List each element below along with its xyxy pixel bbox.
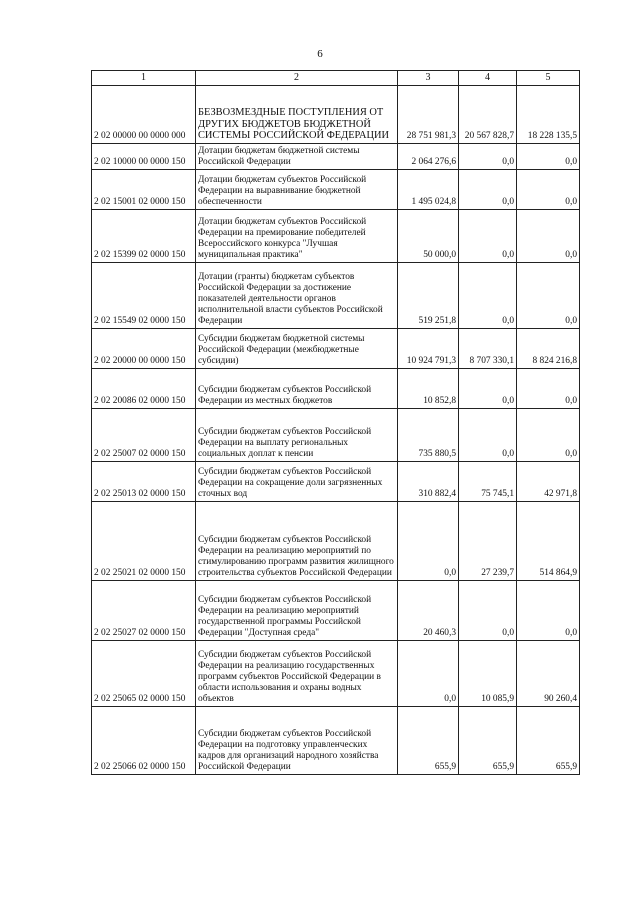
revenue-code-cell: 2 02 10000 00 0000 150: [92, 143, 196, 169]
revenue-code-cell: 2 02 15549 02 0000 150: [92, 262, 196, 328]
revenue-name-cell: Субсидии бюджетам субъектов Российской Федерации на подготовку управленческих кадров для организаций народного хозяйства Российской Федерации: [196, 706, 398, 774]
amount-cell-col4: 0,0: [459, 169, 517, 209]
amount-cell-col4: 0,0: [459, 368, 517, 408]
table-row: [92, 580, 580, 640]
revenue-code-cell: 2 02 20086 02 0000 150: [92, 368, 196, 408]
revenue-name-cell: Субсидии бюджетам бюджетной системы Российской Федерации (межбюджетные субсидии): [196, 328, 398, 368]
table-row: [92, 169, 580, 209]
revenue-name-cell: Дотации бюджетам субъектов Российской Федерации на выравнивание бюджетной обеспеченности: [196, 169, 398, 209]
amount-cell-col4: 20 567 828,7: [459, 85, 517, 143]
table-row: [92, 209, 580, 262]
revenue-name-cell: БЕЗВОЗМЕЗДНЫЕ ПОСТУПЛЕНИЯ ОТ ДРУГИХ БЮДЖЕТОВ БЮДЖЕТНОЙ СИСТЕМЫ РОССИЙСКОЙ ФЕДЕРАЦИИ: [196, 85, 398, 143]
table-row: [92, 143, 580, 169]
revenue-name-cell: Субсидии бюджетам субъектов Российской Федерации на сокращение доли загрязненных сточных вод: [196, 461, 398, 501]
amount-cell-col3: 655,9: [398, 706, 459, 774]
column-header: 4: [459, 71, 517, 86]
amount-cell-col3: 0,0: [398, 501, 459, 580]
amount-cell-col5: 0,0: [517, 580, 580, 640]
amount-cell-col5: 514 864,9: [517, 501, 580, 580]
revenue-code-cell: 2 02 15001 02 0000 150: [92, 169, 196, 209]
table-row: [92, 328, 580, 368]
revenue-name-cell: Субсидии бюджетам субъектов Российской Федерации на реализацию мероприятий государственной программы Российской Федерации "Доступная среда": [196, 580, 398, 640]
amount-cell-col3: 20 460,3: [398, 580, 459, 640]
revenue-code-cell: 2 02 25007 02 0000 150: [92, 408, 196, 461]
amount-cell-col3: 2 064 276,6: [398, 143, 459, 169]
amount-cell-col4: 27 239,7: [459, 501, 517, 580]
amount-cell-col3: 735 880,5: [398, 408, 459, 461]
revenue-name-cell: Субсидии бюджетам субъектов Российской Федерации на реализацию государственных программ субъектов Российской Федерации в области использования и охраны водных объектов: [196, 640, 398, 706]
amount-cell-col3: 50 000,0: [398, 209, 459, 262]
amount-cell-col4: 8 707 330,1: [459, 328, 517, 368]
amount-cell-col5: 0,0: [517, 408, 580, 461]
column-header: 1: [92, 71, 196, 86]
amount-cell-col4: 655,9: [459, 706, 517, 774]
revenue-code-cell: 2 02 25013 02 0000 150: [92, 461, 196, 501]
amount-cell-col5: 0,0: [517, 143, 580, 169]
amount-cell-col5: 0,0: [517, 169, 580, 209]
revenue-code-cell: 2 02 25066 02 0000 150: [92, 706, 196, 774]
amount-cell-col4: 0,0: [459, 580, 517, 640]
amount-cell-col5: 42 971,8: [517, 461, 580, 501]
table-row: [92, 501, 580, 580]
amount-cell-col3: 28 751 981,3: [398, 85, 459, 143]
amount-cell-col4: 0,0: [459, 209, 517, 262]
amount-cell-col5: 0,0: [517, 209, 580, 262]
amount-cell-col3: 519 251,8: [398, 262, 459, 328]
amount-cell-col3: 10 924 791,3: [398, 328, 459, 368]
revenue-name-cell: Субсидии бюджетам субъектов Российской Федерации из местных бюджетов: [196, 368, 398, 408]
revenue-name-cell: Дотации бюджетам субъектов Российской Федерации на премирование победителей Всероссийского конкурса "Лучшая муниципальная практика": [196, 209, 398, 262]
budget-revenue-table: [91, 70, 580, 775]
table-row: [92, 408, 580, 461]
revenue-name-cell: Субсидии бюджетам субъектов Российской Федерации на выплату региональных социальных доплат к пенсии: [196, 408, 398, 461]
amount-cell-col3: 0,0: [398, 640, 459, 706]
amount-cell-col4: 0,0: [459, 408, 517, 461]
page-number: 6: [317, 48, 323, 60]
amount-cell-col4: 0,0: [459, 143, 517, 169]
table-row: [92, 85, 580, 143]
revenue-code-cell: 2 02 25021 02 0000 150: [92, 501, 196, 580]
column-header: 5: [517, 71, 580, 86]
amount-cell-col5: 655,9: [517, 706, 580, 774]
amount-cell-col3: 310 882,4: [398, 461, 459, 501]
amount-cell-col5: 90 260,4: [517, 640, 580, 706]
revenue-name-cell: Дотации бюджетам бюджетной системы Российской Федерации: [196, 143, 398, 169]
revenue-name-cell: Дотации (гранты) бюджетам субъектов Российской Федерации за достижение показателей деятельности органов исполнительной власти субъектов Российской Федерации: [196, 262, 398, 328]
amount-cell-col3: 1 495 024,8: [398, 169, 459, 209]
amount-cell-col5: 0,0: [517, 262, 580, 328]
column-header: 2: [196, 71, 398, 86]
column-header: 3: [398, 71, 459, 86]
table-row: [92, 640, 580, 706]
revenue-code-cell: 2 02 00000 00 0000 000: [92, 85, 196, 143]
amount-cell-col5: 8 824 216,8: [517, 328, 580, 368]
amount-cell-col4: 10 085,9: [459, 640, 517, 706]
amount-cell-col5: 18 228 135,5: [517, 85, 580, 143]
revenue-name-cell: Субсидии бюджетам субъектов Российской Федерации на реализацию мероприятий по стимулированию программ развития жилищного строительства субъектов Российской Федерации: [196, 501, 398, 580]
amount-cell-col3: 10 852,8: [398, 368, 459, 408]
table-row: [92, 262, 580, 328]
table-row: [92, 706, 580, 774]
amount-cell-col4: 75 745,1: [459, 461, 517, 501]
revenue-code-cell: 2 02 25027 02 0000 150: [92, 580, 196, 640]
revenue-code-cell: 2 02 20000 00 0000 150: [92, 328, 196, 368]
amount-cell-col5: 0,0: [517, 368, 580, 408]
table-row: [92, 461, 580, 501]
revenue-code-cell: 2 02 25065 02 0000 150: [92, 640, 196, 706]
table-header-row: [92, 71, 580, 86]
table-row: [92, 368, 580, 408]
amount-cell-col4: 0,0: [459, 262, 517, 328]
revenue-code-cell: 2 02 15399 02 0000 150: [92, 209, 196, 262]
